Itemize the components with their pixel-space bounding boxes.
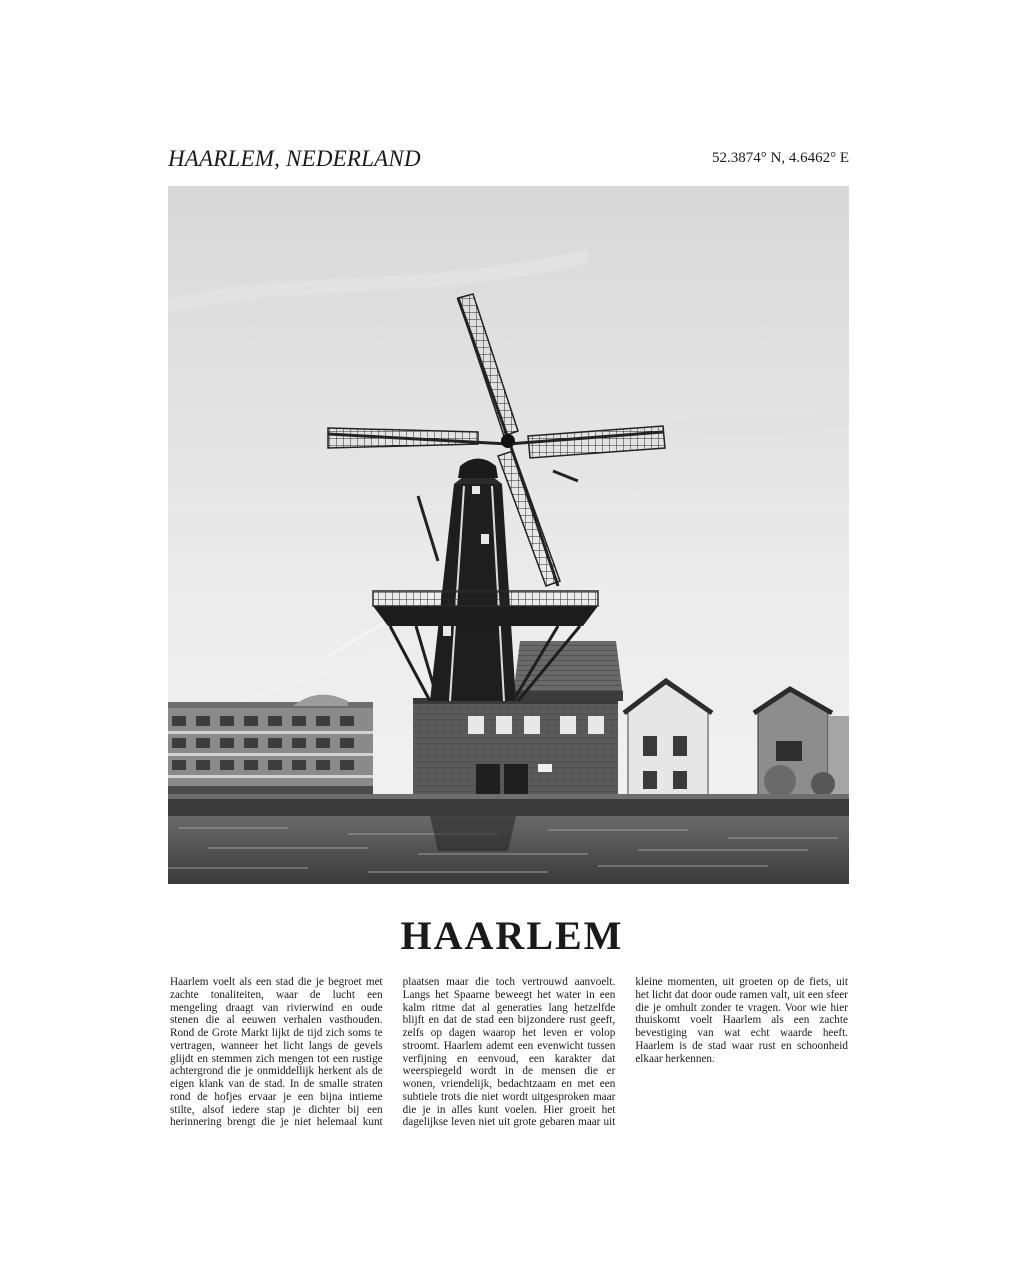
- article-body: Haarlem voelt als een stad die je begroet met zachte tonaliteiten, waar de lucht een mengeling draagt van rivierwind en oude stenen die al eeuwen verhalen vasthouden. Rond de Grote Markt lijkt de tijd zich soms te vertragen, wanneer het licht langs de gevels glijdt en stemmen zich mengen tot een rustige achtergrond die je onmiddellijk herkent als de eigen klank van de stad. In de smalle straten rond de hofjes ervaar je een bijna intieme stilte, alsof iedere stap je dichter bij een herinnering brengt die je niet helemaal kunt plaatsen maar die toch vertrouwd aanvoelt. Langs het Spaarne beweegt het water in een kalm ritme dat al generaties lang hetzelfde blijft en dat de stad een bijzondere rust geeft, zelfs op dagen waarop het leven er volop stroomt. Haarlem ademt een evenwicht tussen verfijning en eenvoud, een karakter dat weerspiegeld wordt in de mensen die er wonen, vriendelijk, bedachtzaam en met een subtiele trots die niet wordt uitgesproken maar die je in alles kunt voelen. Hier groeit het dagelijkse leven niet uit grote gebaren maar uit kleine momenten, uit groeten op de fiets, uit het licht dat door oude ramen valt, uit een sfeer die je omhult zonder te vragen. Voor wie hier thuiskomt voelt Haarlem als een zachte bevestiging van wat echt waarde heeft. Haarlem is de stad waar rust en schoonheid elkaar herkennen.: [170, 976, 848, 1129]
- page-title: HAARLEM: [400, 913, 624, 958]
- coordinates-text: 52.3874° N, 4.6462° E: [712, 150, 849, 166]
- location-heading: HAARLEM, NEDERLAND: [168, 146, 421, 171]
- windmill-photo: [168, 186, 849, 884]
